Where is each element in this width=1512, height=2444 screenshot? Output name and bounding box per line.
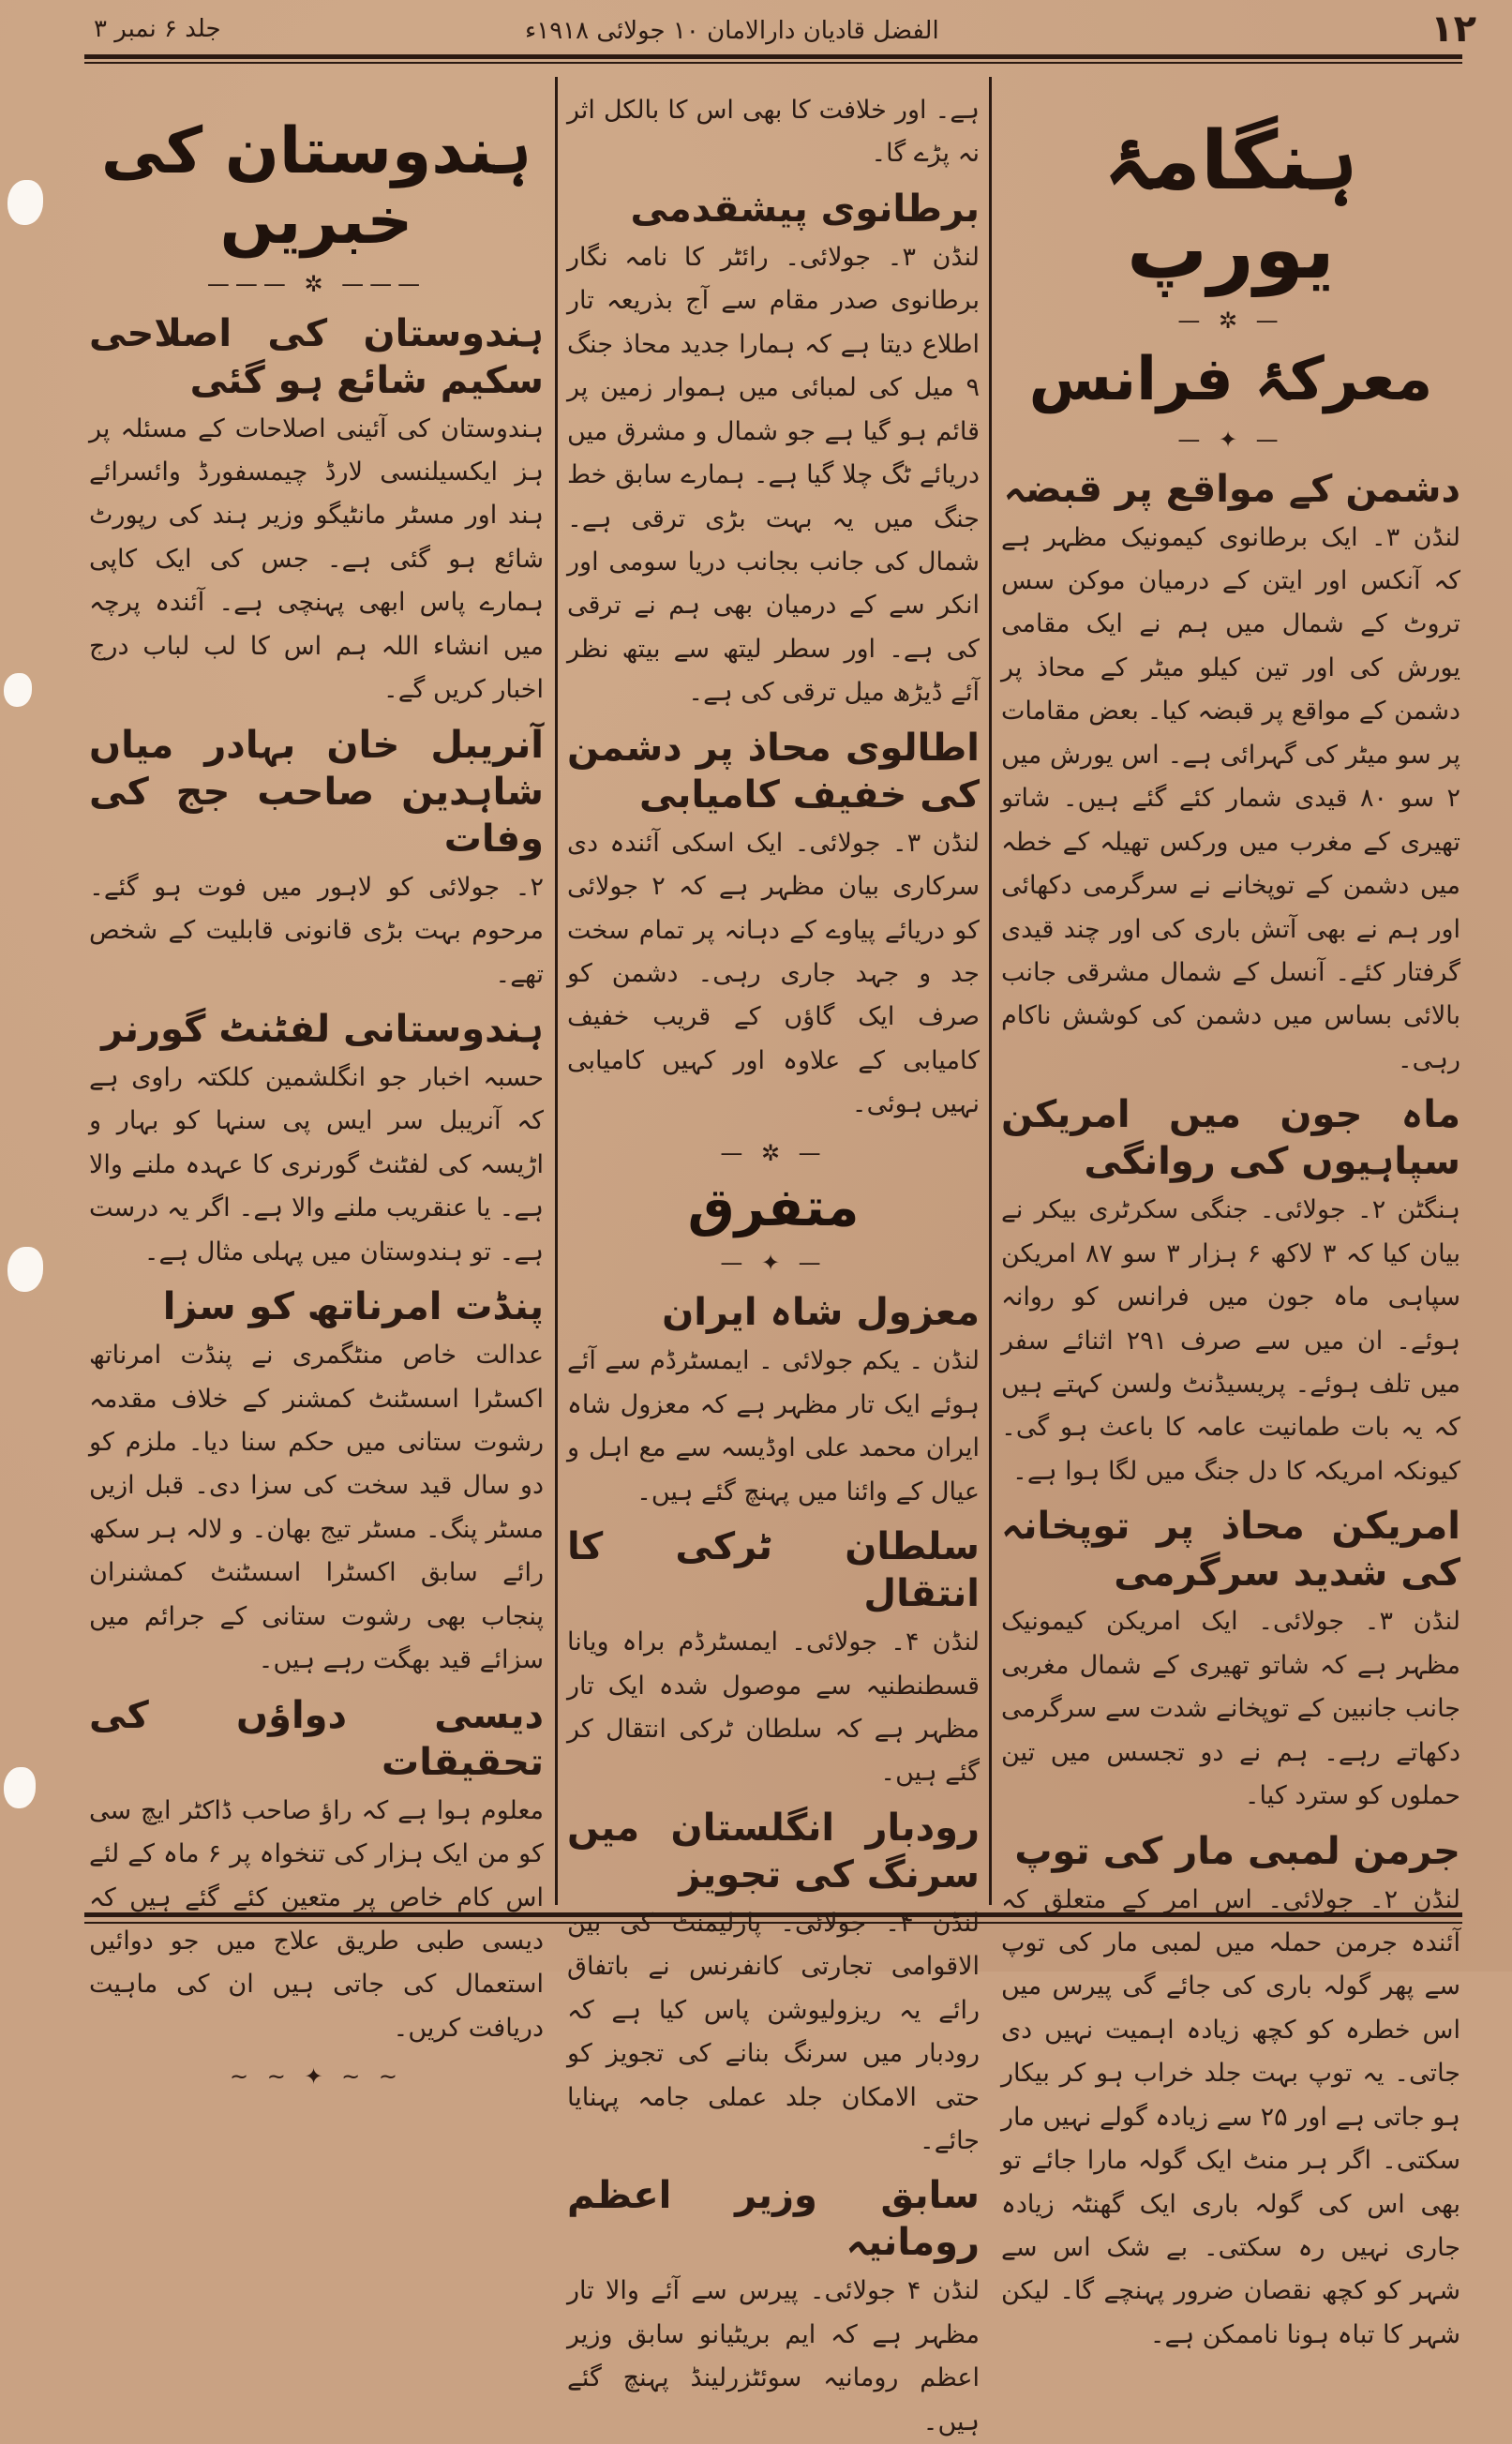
punch-hole xyxy=(4,673,32,707)
news-text: لنڈن ۳۔ ایک برطانوی کیمونیک مظہر ہے کہ آنکس اور ایتن کے درمیان موکن سس تروٹ کے شمال میں ہم نے ایک مقامی یورش کی اور تین کیلو میٹر کے محاذ پر دشمن کے مواقع پر قبضہ کیا۔ بعض مقامات پر سو میٹر کی گہرائی ہے۔ اس یورش میں ۲ سو ۸۰ قیدی شمار کئے گئے ہیں۔ شاتو تھیری کے مغرب میں ورکس تھیلہ کے خطہ میں دشمن کے توپخانے نے سرگرمی دکھائی اور ہم نے بھی آتش باری کی اور چند قیدی گرفتار کئے۔ آنسل کے شمال مشرقی جانب بالائی بساس میں دشمن کی کوشش ناکام رہی۔ xyxy=(1001,522,1460,1074)
ornament-divider: — ✦ — xyxy=(1177,426,1284,453)
news-title: سلطان ٹرکی کا انتقال xyxy=(567,1525,980,1616)
masthead-date: الفضل قادیان دارالامان ۱۰ جولائی ۱۹۱۸ء xyxy=(525,17,939,45)
column-europe-war xyxy=(1001,89,1460,2349)
section-title-misc: متفرق xyxy=(687,1177,860,1238)
news-title: امریکن محاذ پر توپخانہ کی شدید سرگرمی xyxy=(1001,1505,1460,1596)
volume-number: جلد ۶ نمبر ۳ xyxy=(94,15,221,43)
news-item xyxy=(89,1692,544,2051)
news-text: لنڈن ۴۔ جولائی۔ ایمسٹرڈم براہ ویانا قسطنطنیہ سے موصول شدہ ایک تار مظہر ہے کہ سلطان ٹرکی انتقال کر گئے ہیں۔ xyxy=(567,1627,980,1788)
news-text: لنڈن ۔ یکم جولائی ۔ ایمسٹرڈم سے آئے ہوئے ایک تار مظہر ہے کہ معزول شاہ ایران محمد علی اوڈیسہ سے مع اہل و عیال کے وائنا میں پہنچ گئے ہیں۔ xyxy=(567,1346,980,1507)
header-rule xyxy=(84,54,1462,59)
news-item xyxy=(1001,466,1460,1083)
news-text: ۲۔ جولائی کو لاہور میں فوت ہو گئے۔ مرحوم بہت بڑی قانونی قابلیت کے شخص تھے۔ xyxy=(89,872,544,989)
headline-india: ہندوستان کی خبریں xyxy=(100,114,532,259)
column-india-news xyxy=(89,89,544,2091)
news-item xyxy=(89,310,544,712)
news-text: لنڈن ۳۔ جولائی۔ ایک امریکن کیمونیک مظہر ہے کہ شاتو تھیری کے شمال مغربی جانب جانبین کے توپخانے شدت سے سرگرمی دکھاتے رہے۔ ہم نے دو تجسس میں تین حملوں کو سترد کیا۔ xyxy=(1001,1607,1460,1811)
news-text: حسبہ اخبار جو انگلشمین کلکتہ راوی ہے کہ آنریبل سر ایس پی سنہا کو بہار و اڑیسہ کی لفٹنٹ گورنری کا عہدہ ملنے والا ہے۔ یا عنقریب ملنے والا ہے۔ اگر یہ درست ہے۔ تو ہندوستان میں پہلی مثال ہے۔ xyxy=(89,1062,544,1267)
continued-text: ہے۔ اور خلافت کا بھی اس کا بالکل اثر نہ پڑے گا۔ xyxy=(567,96,980,169)
ornament-divider: — ✲ — xyxy=(720,1139,827,1166)
column-separator xyxy=(555,77,558,1905)
page-number: ۱۲ xyxy=(1430,7,1476,51)
headline-europe: ہنگامۂ یورپ xyxy=(1103,114,1358,297)
ornament-divider: ~ ~ ✦ ~ ~ xyxy=(229,2063,404,2091)
column-separator xyxy=(989,77,992,1905)
news-title: پنڈت امرناتھ کو سزا xyxy=(162,1285,544,1329)
punch-hole xyxy=(4,1767,36,1808)
punch-hole xyxy=(7,1247,43,1292)
ornament-divider: ——— ✲ ——— xyxy=(206,270,427,297)
news-item xyxy=(567,186,980,715)
news-title: جرمن لمبی مار کی توپ xyxy=(1014,1829,1460,1873)
news-item xyxy=(1001,1828,1460,2358)
news-title: اطالوی محاذ پر دشمن کی خفیف کامیابی xyxy=(567,726,980,817)
news-title: ہندوستانی لفٹنٹ گورنر xyxy=(101,1007,544,1051)
news-text: لنڈن ۳۔ جولائی۔ رائٹر کا نامہ نگار برطانوی صدر مقام سے آج بذریعہ تار اطلاع دیتا ہے کہ ہمارا جدید محاذ جنگ ۹ میل کی لمبائی میں ہموار زمین پر قائم ہو گیا ہے جو شمال و مشرق میں دریائے ٹگ چلا گیا ہے۔ ہمارے سابق خط جنگ میں یہ بہت بڑی ترقی ہے۔ شمال کی جانب بجانب دریا سومی اور انکر سے کے درمیان بھی ہم نے ترقی کی ہے۔ اور سطر لیتھ سے بیتھ نظر آئے ڈیڑھ میل ترقی کی ہے۔ xyxy=(567,242,980,708)
news-title: ماہ جون میں امریکن سپاہیوں کی روانگی xyxy=(1001,1093,1460,1184)
news-item xyxy=(89,722,544,997)
news-item xyxy=(567,1289,980,1514)
news-title: سابق وزیر اعظم رومانیہ xyxy=(567,2174,980,2265)
news-item xyxy=(567,1805,980,2164)
news-item xyxy=(567,1523,980,1795)
news-title: آنریبل خان بہادر میاں شاہدین صاحب جج کی وفات xyxy=(89,723,544,861)
news-title: دیسی دواؤں کی تحقیقات xyxy=(89,1693,544,1784)
ornament-divider: — ✦ — xyxy=(720,1250,827,1277)
news-title: ہندوستان کی اصلاحی سکیم شائع ہو گئی xyxy=(89,311,544,402)
news-item xyxy=(567,725,980,1127)
news-title: رودبار انگلستان میں سرنگ کی تجویز xyxy=(567,1806,980,1897)
news-text: لنڈن ۴۔ جولائی۔ پارلیمنٹ کی بین الاقوامی تجارتی کانفرنس نے باتفاق رائے یہ ریزولیوشن پاس کیا ہے کہ رودبار میں سرنگ بنانے کی تجویز کو حتی الامکان جلد عملی جامہ پہنایا جائے۔ xyxy=(567,1908,980,2156)
news-item xyxy=(89,1006,544,1274)
column-middle-news xyxy=(567,89,981,2437)
news-title: دشمن کے مواقع پر قبضہ xyxy=(1003,467,1460,511)
news-item xyxy=(567,2172,980,2444)
header-rule-thin xyxy=(84,62,1462,64)
news-text: لنڈن ۴ جولائی۔ پیرس سے آئے والا تار مظہر ہے کہ ایم بریٹیانو سابق وزیر اعظم رومانیہ سوئٹزرلینڈ پہنچ گئے ہیں۔ xyxy=(567,2276,980,2437)
news-text: لنڈن ۳۔ جولائی۔ ایک اسکی آئندہ دی سرکاری بیان مظہر ہے کہ ۲ جولائی کو دریائے پیاوے کے دہانہ پر تمام سخت جد و جہد جاری رہی۔ دشمن کو صرف ایک گاؤں کے قریب خفیف کامیابی کے علاوہ اور کہیں کامیابی نہیں ہوئی۔ xyxy=(567,828,981,1119)
news-title: برطانوی پیشقدمی xyxy=(630,187,980,231)
news-text: معلوم ہوا ہے کہ راؤ صاحب ڈاکٹر ایچ سی کو من ایک ہزار کی تنخواہ پر ۶ ماہ کے لئے اس کام خاص پر متعین کئے گئے ہیں کہ دیسی طبی طریق علاج میں جو دوائیں استعمال کی جاتی ہیں ان کی ماہیت دریافت کریں۔ xyxy=(89,1795,544,2043)
news-item xyxy=(89,1283,544,1683)
punch-hole xyxy=(7,180,43,225)
news-item xyxy=(1001,1503,1460,1818)
news-title: معزول شاہ ایران xyxy=(662,1291,980,1335)
news-text: لنڈن ۲۔ جولائی۔ اس امر کے متعلق کہ آئندہ جرمن حملہ میں لمبی مار کی توپ سے پھر گولہ باری کی جائے گی پیرس میں اس خطرہ کو کچھ زیادہ اہمیت نہیں دی جاتی۔ یہ توپ بہت جلد خراب ہو کر بیکار ہو جاتی ہے اور ۲۵ سے زیادہ گولے نہیں مار سکتی۔ اگر ہر منٹ ایک گولہ مارا جائے تو بھی اس کی گولہ باری ایک گھنٹہ زیادہ جاری نہیں رہ سکتی۔ بے شک اس سے شہر کو کچھ نقصان ضرور پہنچے گا۔ لیکن شہر کا تباہ ہونا ناممکن ہے۔ xyxy=(1001,1884,1460,2349)
news-item xyxy=(1001,1091,1460,1493)
subheadline-france: معرکۂ فرانس xyxy=(1028,345,1433,415)
news-text: عدالت خاص منٹگمری نے پنڈت امرناتھ اکسٹرا اسسٹنٹ کمشنر کے خلاف مقدمہ رشوت ستانی میں حکم سنا دیا۔ ملزم کو دو سال قید سخت کی سزا دی۔ قبل ازیں مسٹر پنگ۔ مسٹر تیج بھان۔ و لالہ ہر سکھ رائے سابق اکسٹرا اسسٹنٹ کمشنران پنجاب بھی رشوت ستانی کے جرائم میں سزائے قید بھگت رہے ہیں۔ xyxy=(89,1341,544,1675)
ornament-divider: — ✲ — xyxy=(1177,307,1284,335)
news-text: ہنگٹن ۲۔ جولائی۔ جنگی سکرٹری بیکر نے بیان کیا کہ ۳ لاکھ ۶ ہزار ۳ سو ۸۷ امریکن سپاہی ماہ جون میں فرانس کو روانہ ہوئے۔ ان میں سے صرف ۲۹۱ اثنائے سفر میں تلف ہوئے۔ پریسیڈنٹ ولسن کہتے ہیں کہ یہ بات طمانیت عامہ کا باعث ہو گی۔ کیونکہ امریکہ کا دل جنگ میں لگا ہوا ہے۔ xyxy=(1001,1195,1460,1486)
news-text: ہندوستان کی آئینی اصلاحات کے مسئلہ پر ہز ایکسیلنسی لارڈ چیمسفورڈ وائسرائے ہند اور مسٹر مانٹیگو وزیر ہند کی رپورٹ شائع ہو گئی ہے۔ جس کی ایک کاپی ہمارے پاس ابھی پہنچی ہے۔ آئندہ پرچہ میں انشاء اللہ ہم اس کا لب لباب درج اخبار کریں گے۔ xyxy=(89,413,544,705)
